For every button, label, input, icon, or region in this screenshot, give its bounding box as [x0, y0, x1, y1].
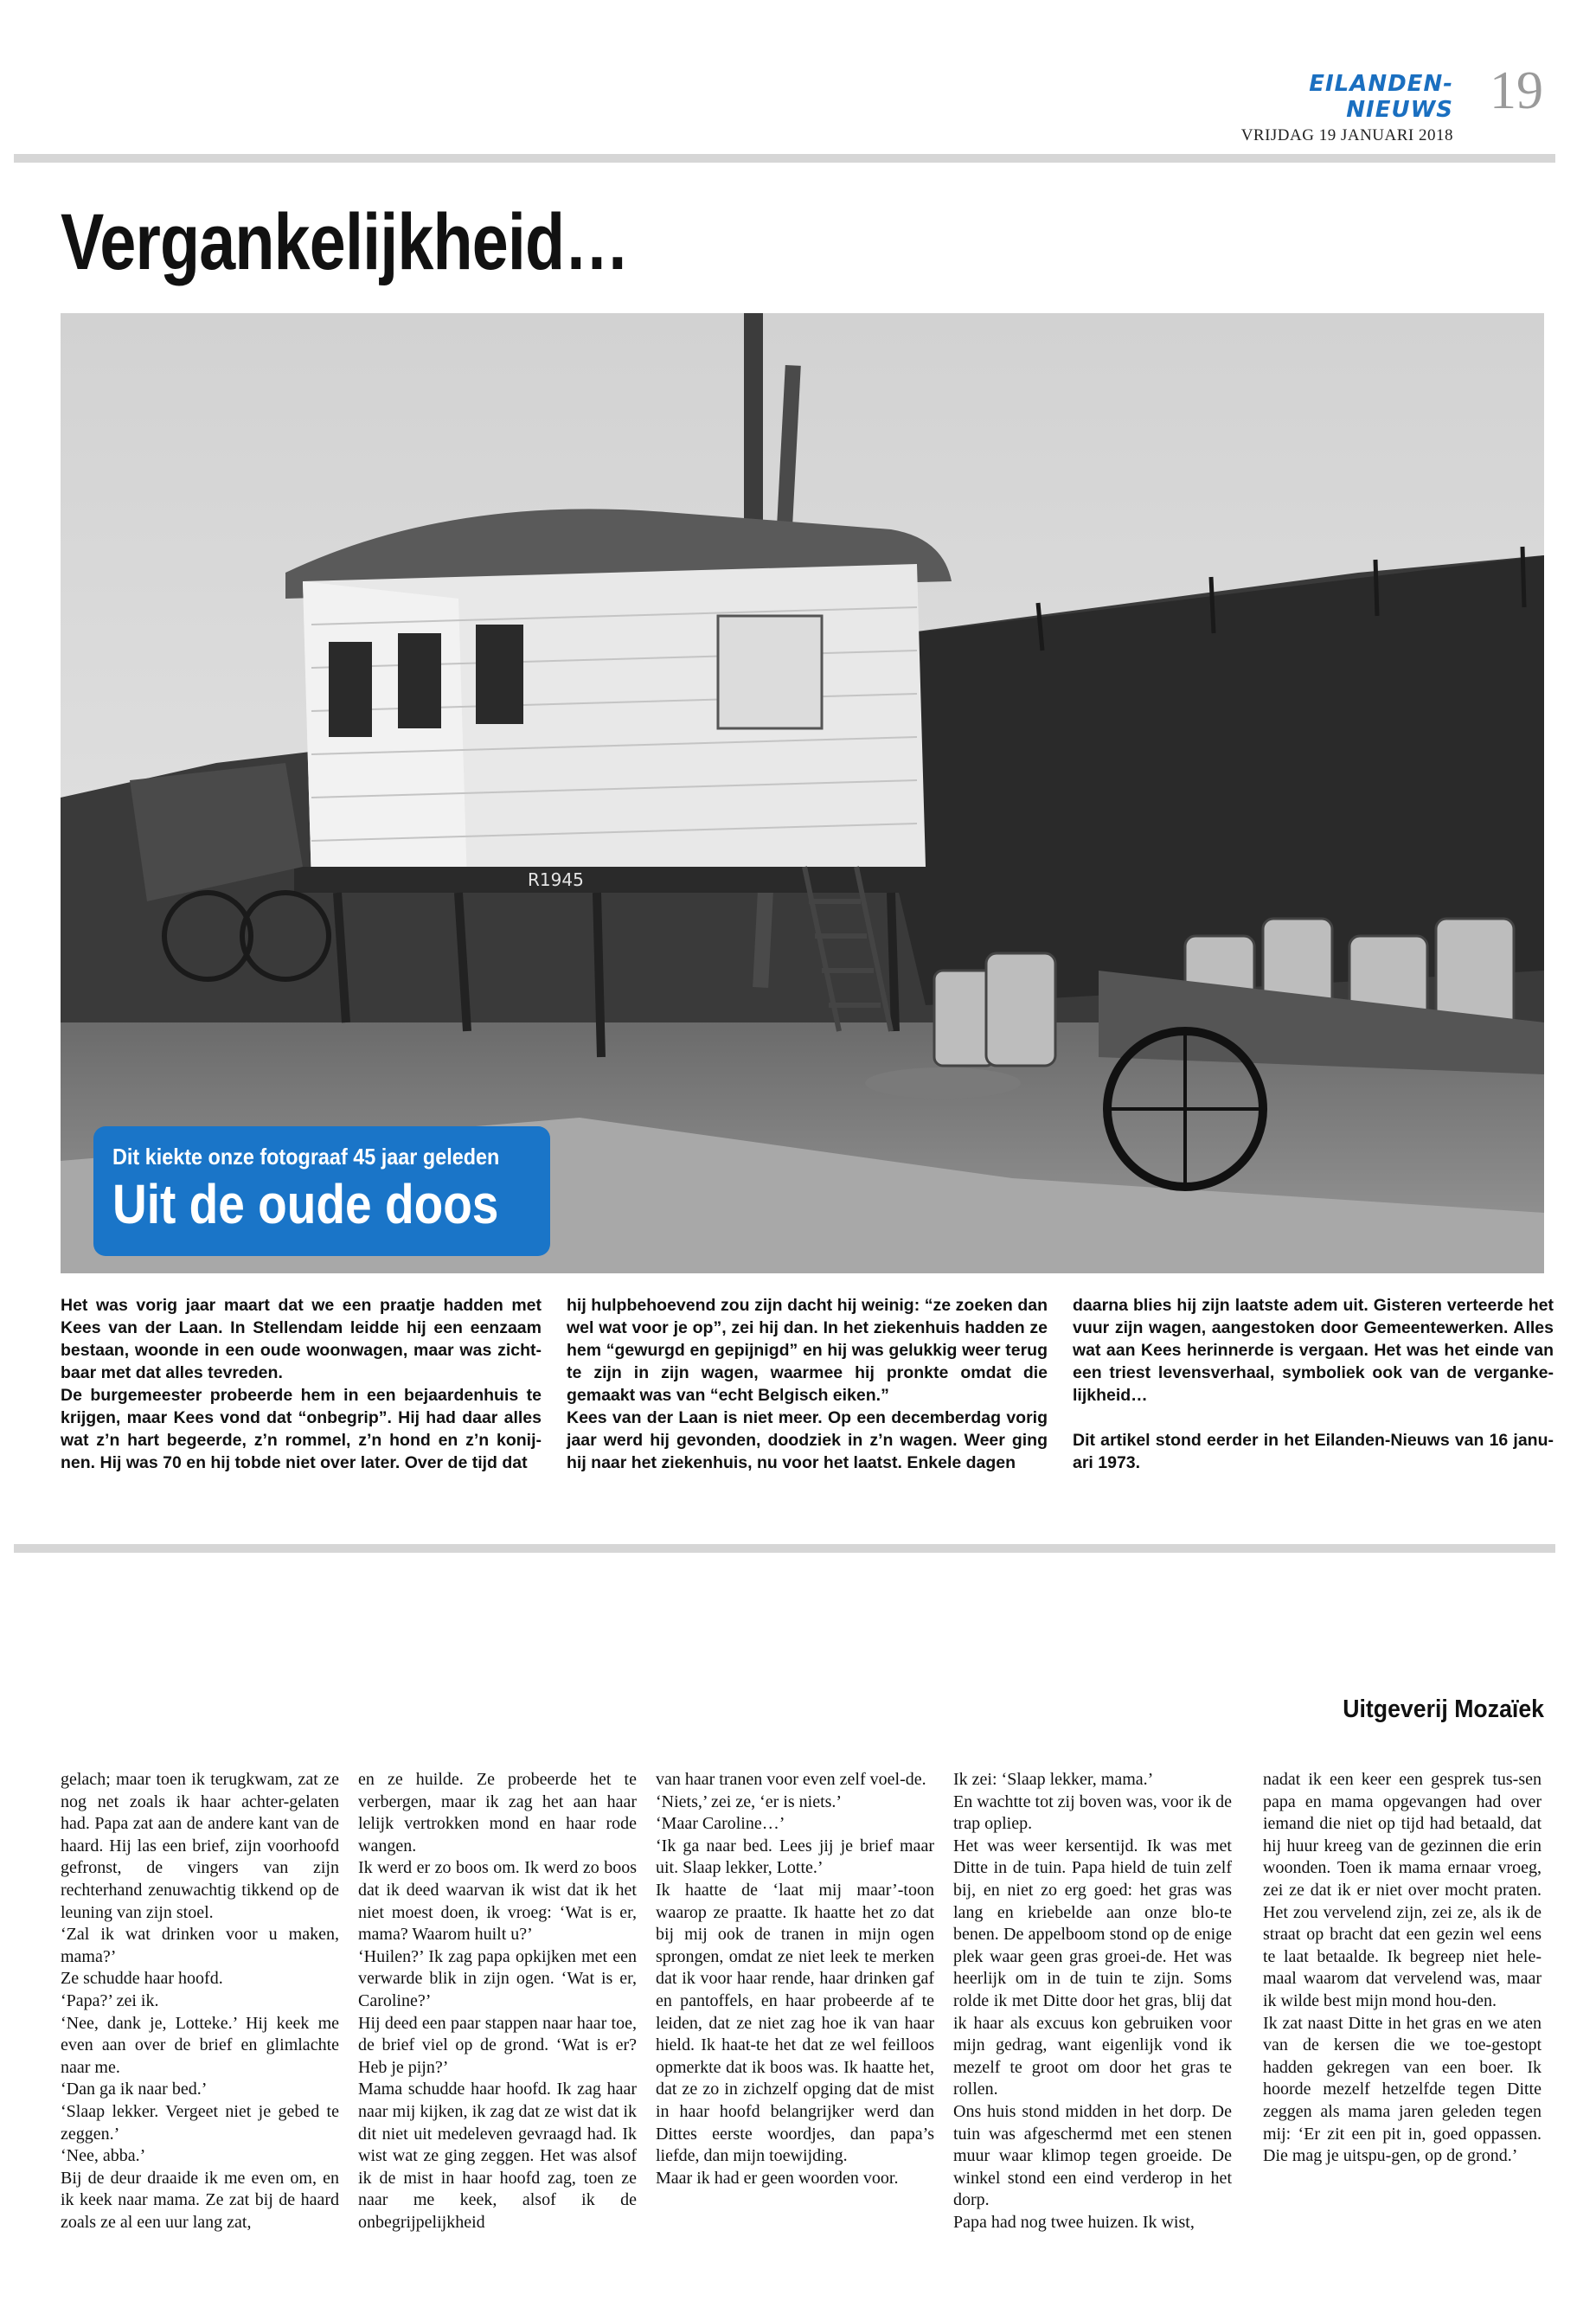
headline: Vergankelijkheid… [61, 198, 629, 286]
story-paragraph: ‘Maar Caroline…’ [656, 1814, 785, 1834]
story-paragraph: Ons huis stond midden in het dorp. De tuin was afgeschermd met een stenen muur waar klimop tegen groeide. De winkel stond een eind verderop in het dorp. [953, 2101, 1232, 2210]
story-paragraph: ‘Niets,’ zei ze, ‘er is niets.’ [656, 1791, 843, 1811]
rubric-kicker: Dit kiekte onze fotograaf 45 jaar geleden [112, 1144, 500, 1170]
story-column-2 [358, 1769, 637, 2234]
story-column-3 [656, 1769, 934, 2189]
story-paragraph: van haar tranen voor even zelf voel-de. [656, 1770, 926, 1789]
masthead [1228, 71, 1453, 145]
story-column-1 [61, 1769, 339, 2234]
story-paragraph: ‘Nee, abba.’ [61, 2146, 146, 2166]
rubric-title: Uit de oude doos [112, 1173, 499, 1235]
article-paragraph: hij hulpbehoevend zou zijn dacht hij weinig: “ze zoeken dan wel wat voor je op”, zei hij dan. In het ziekenhuis hadden ze hem “gewurgd en gepijnigd” en hij was gelukkig weer terug te zijn in zijn wagen, waarmee hij pronkte omdat die gemaakt was van “echt Belgisch eiken.” [567, 1296, 1048, 1405]
article-paragraph: Het was vorig jaar maart dat we een praatje hadden met Kees van der Laan. In Stellendam leidde hij een eenzaam bestaan, woonde in een oude woonwagen, maar was zicht-baar met dat alles tevreden. [61, 1296, 542, 1382]
story-paragraph: Hij deed een paar stappen naar haar toe, de brief viel op de grond. ‘Wat is er? Heb je pijn?’ [358, 2013, 637, 2077]
story-paragraph: Ik werd er zo boos om. Ik werd zo boos dat ik deed waarvan ik wist dat ik het niet moest doen, ik vroeg: ‘Wat is er, mama? Waarom huilt u?’ [358, 1858, 637, 1945]
newspaper-name: EILANDEN-NIEUWS [1309, 71, 1453, 123]
story-paragraph: Ik zat naast Ditte in het gras en we aten van de kersen die we toe-gestopt hadden gekregen van een boer. Ik hoorde mezelf hetzelfde tegen Ditte zeggen als mama jaren geleden tegen mij: ‘Er zit een pit in, goed oppassen. Die mag je uitspu-gen, op de grond.’ [1263, 2013, 1542, 2166]
story-paragraph: Maar ik had er geen woorden voor. [656, 2168, 899, 2188]
article-column-3 [1073, 1294, 1554, 1474]
section-divider [14, 1544, 1555, 1553]
story-paragraph: ‘Papa?’ zei ik. [61, 1990, 159, 2010]
story-paragraph: ‘Huilen?’ Ik zag papa opkijken met een verwarde blik in zijn ogen. ‘Wat is er, Caroline?’ [358, 1946, 637, 2010]
story-paragraph: Ze schudde haar hoofd. [61, 1969, 223, 1989]
story-column-5 [1263, 1769, 1542, 2168]
article-column-2 [567, 1294, 1048, 1474]
article-paragraph: Kees van der Laan is niet meer. Op een decemberdag vorig jaar werd hij gevonden, doodziek in z’n wagen. Weer ging hij naar het ziekenhuis, nu voor het laatst. Enkele dagen [567, 1408, 1048, 1472]
article-paragraph: daarna blies hij zijn laatste adem uit. Gisteren verteerde het vuur zijn wagen, aangestoken door Gemeentewerken. Alles wat aan Kees herinnerde is vergaan. Het was het einde van een triest levensverhaal, symboliek ook van de verganke-lijkheid… [1073, 1296, 1554, 1405]
story-paragraph: ‘Nee, dank je, Lotteke.’ Hij keek me even aan over de brief en glimlachte naar me. [61, 2013, 339, 2077]
publisher-credit: Uitgeverij Mozaïek [1343, 1695, 1544, 1723]
story-paragraph: En wachtte tot zij boven was, voor ik de trap opliep. [953, 1791, 1232, 1834]
story-paragraph: en ze huilde. Ze probeerde het te verbergen, maar ik zag het aan haar lelijk vertrokken mond en haar rode wangen. [358, 1770, 637, 1856]
story-column-4 [953, 1769, 1232, 2234]
story-paragraph: gelach; maar toen ik terugkwam, zat ze nog net zoals ik haar achter-gelaten had. Papa zat aan de andere kant van de haard. Hij las een brief, zijn voorhoofd gefronst, de vingers van zijn rechterhand zenuwachtig tikkend op de leuning van zijn stoel. [61, 1770, 339, 1922]
rubric-box [93, 1126, 550, 1256]
story-paragraph: Het was weer kersentijd. Ik was met Ditte in de tuin. Papa hield de tuin zelf bij, en niet zo erg goed: het gras was lang en kriebelde aan onze blo-te benen. De appelboom stond op de enige plek waar geen gras groei-de. Het was heerlijk om in de tuin te zijn. Soms rolde ik met Ditte door het gras, blij dat ik haar als excuus kon gebruiken voor mijn gedrag, want eigenlijk vond ik mezelf te groot om door het gras te rollen. [953, 1836, 1232, 2099]
story-paragraph: Ik zei: ‘Slaap lekker, mama.’ [953, 1770, 1154, 1789]
story-paragraph: ‘Ik ga naar bed. Lees jij je brief maar uit. Slaap lekker, Lotte.’ [656, 1836, 934, 1878]
story-paragraph: Mama schudde haar hoofd. Ik zag haar naar mij kijken, ik zag dat ze wist dat ik dit niet uit medeleven gevraagd had. Ik wist wat ze ging zeggen. Het was alsof ik de mist in haar hoofd zag, toen ze naar me keek, alsof ik de onbegrijpelijkheid [358, 2080, 637, 2232]
story-paragraph: Ik haatte de ‘laat mij maar’-toon waarop ze praatte. Ik haatte het zo dat bij mij ook de tranen in mijn ogen sprongen, omdat ze niet leek te merken dat ik voor haar rende, haar drinken gaf en pantoffels, en haar probeerde af te leiden, dat ze niet zag hoe ik van haar hield. Ik haat-te het dat ze wel feilloos opmerkte dat ik boos was. Ik haatte het, dat ze zo in zichzelf opging dat de mist in haar hoofd belangrijker werd dan Dittes eerste woordjes, dan papa’s liefde, dan mijn toewijding. [656, 1880, 934, 2166]
page-number: 19 [1490, 61, 1543, 120]
story-paragraph: nadat ik een keer een gesprek tus-sen papa en mama opgevangen had over iemand die niet op tijd had betaald, dat hij huur kreeg van de gezinnen die erin woonden. Toen ik mama ernaar vroeg, zei ze dat ik er niet over mocht praten. Het zou vervelend zijn, zei ze, als ik de straat op bracht dat een gezin wel eens te laat betaalde. Ik begreep niet hele-maal waarom dat vervelend was, maar ik wilde best mijn mond hou-den. [1263, 1770, 1542, 2010]
article-paragraph: De burgemeester probeerde hem in een bejaardenhuis te krijgen, maar Kees vond dat “onbegrip”. Hij had daar alles wat z’n hart begeerde, z’n rommel, z’n hond en z’n konij-nen. Hij was 70 en hij tobde niet over later. Over de tijd dat [61, 1386, 542, 1472]
issue-date: VRIJDAG 19 JANUARI 2018 [1240, 126, 1453, 144]
story-paragraph: Papa had nog twee huizen. Ik wist, [953, 2212, 1195, 2232]
article-column-1 [61, 1294, 542, 1474]
article-source-note: Dit artikel stond eerder in het Eilanden-Nieuws van 16 janu-ari 1973. [1073, 1431, 1554, 1472]
story-paragraph: ‘Zal ik wat drinken voor u maken, mama?’ [61, 1925, 339, 1966]
top-divider [14, 154, 1555, 163]
wagon-marking: R1945 [528, 869, 584, 890]
story-paragraph: ‘Slaap lekker. Vergeet niet je gebed te zeggen.’ [61, 2101, 339, 2144]
story-paragraph: ‘Dan ga ik naar bed.’ [61, 2080, 208, 2099]
story-paragraph: Bij de deur draaide ik me even om, en ik keek naar mama. Ze zat bij de haard zoals ze al een uur lang zat, [61, 2168, 339, 2232]
